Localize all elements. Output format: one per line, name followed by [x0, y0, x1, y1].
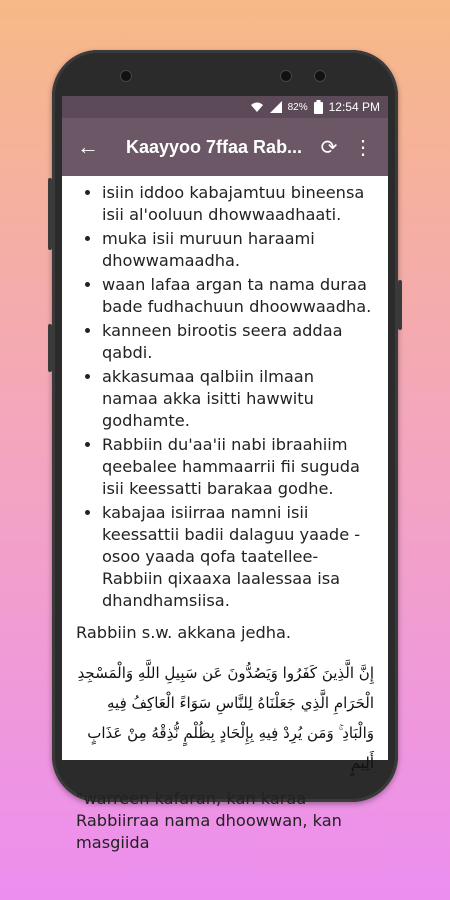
sensor-dot-2 [314, 70, 326, 82]
signal-icon [270, 101, 282, 113]
volume-button-2 [48, 324, 52, 372]
list-item: • akkasumaa qalbiin ilmaan namaa akka isitti hawwitu godhamte. [102, 366, 374, 432]
back-button[interactable] [70, 134, 106, 160]
screen [62, 96, 388, 852]
wifi-icon [250, 101, 264, 113]
more-vert-icon: ⋮ [353, 136, 373, 159]
sensor-dot [280, 70, 292, 82]
volume-button [398, 280, 402, 330]
battery-percent: 82% [287, 101, 308, 113]
list-item: • isiin iddoo kabajamtuu bineensa isii al'ooluun dhowwaadhaati. [102, 182, 374, 226]
arrow-left-icon: ← [77, 134, 99, 159]
status-bar [62, 96, 388, 118]
phone-frame [52, 50, 398, 852]
clock: 12:54 PM [328, 100, 380, 114]
page-title: Kaayyoo 7ffaa Rab... [126, 136, 303, 157]
list-item: • kanneen birootis seera addaa qabdi. [102, 320, 374, 364]
list-item: • Rabbiin du'aa'ii nabi ibraahiim qeebalee hammaarrii fii suguda isii keessatti barakaa godhe. [102, 434, 374, 500]
camera-dot [120, 70, 132, 82]
arabic-verse: إِنَّ الَّذِينَ كَفَرُوا وَيَصُدُّونَ عَن سَبِيلِ اللَّهِ وَالْمَسْجِدِ الْحَرَامِ الَّذِي جَعَلْنَاهُ لِلنَّاسِ سَوَاءً الْعَاكِفُ فِيهِ وَالْبَادِ ۚ وَمَن يُرِدْ فِيهِ بِإِلْحَادٍ بِظُلْمٍ نُّذِقْهُ مِنْ عَذَابٍ أَلِيمٍ [77, 664, 374, 772]
overflow-menu-button[interactable] [346, 135, 380, 160]
power-button [48, 178, 52, 250]
bullet-list [76, 182, 374, 612]
quote-paragraph: "warreen kafaran, kan karaa Rabbiirraa nama dhoowwan, kan masgiida [76, 789, 342, 852]
article-content [62, 176, 388, 854]
refresh-button[interactable] [312, 135, 346, 160]
app-bar [62, 118, 388, 176]
list-item: • kabajaa isiirraa namni isii keessattii badii dalaguu yaade -osoo yaada qofa taatellee- Rabbiin qixaaxa laalessaa isa dhandhamsiisa. [102, 502, 374, 612]
battery-icon [314, 100, 323, 114]
paragraph: Rabbiin s.w. akkana jedha. [76, 623, 292, 642]
list-item: • muka isii muruun haraami dhowwamaadha. [102, 228, 374, 272]
refresh-icon: ⟳ [320, 136, 338, 159]
list-item: • waan lafaa argan ta nama duraa bade fudhachuun dhoowwaadha. [102, 274, 374, 318]
